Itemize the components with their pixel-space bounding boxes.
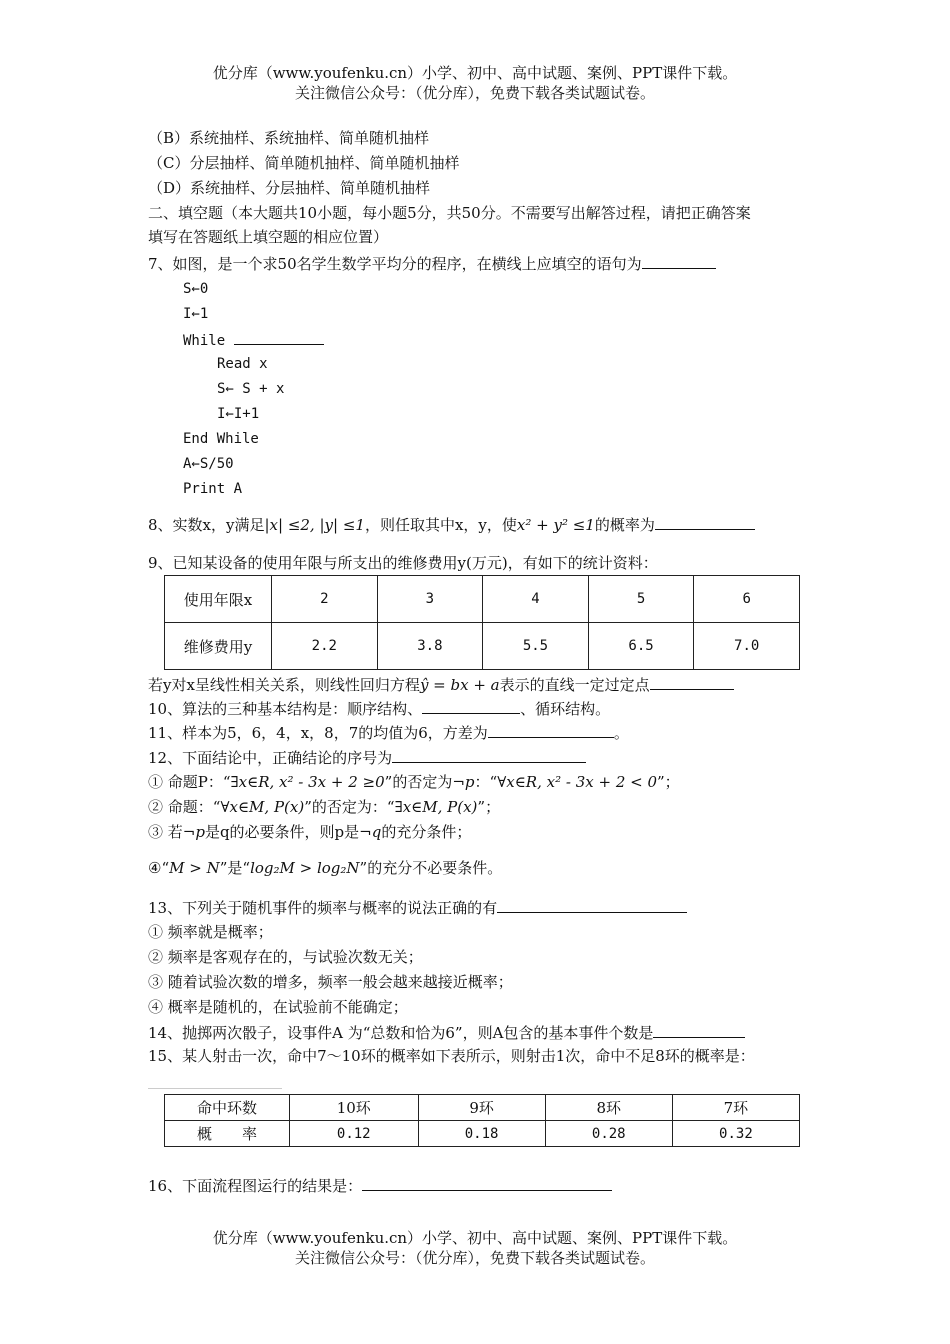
math-expression: ∀x∈R, x² - 3x + 2 < 0	[497, 773, 658, 791]
answer-blank-q16	[362, 1175, 612, 1191]
question-11	[148, 722, 629, 743]
text-fragment: ”的否定为	[384, 773, 453, 791]
question-12	[148, 747, 586, 768]
footer-line-1: 优分库（www.youfenku.cn）小学、初中、高中试题、案例、PPT课件下载。	[212, 1229, 738, 1247]
text-fragment: ”的否定为：“	[304, 798, 395, 816]
question-7	[148, 253, 716, 274]
option-b: （B）系统抽样、系统抽样、简单随机抽样	[148, 129, 430, 147]
table-cell: 2.2	[272, 623, 378, 670]
text-fragment: ③ 若	[148, 823, 183, 841]
table-cell: 3	[377, 576, 483, 623]
statement-12-3	[148, 822, 471, 842]
code-line-6: I←I+1	[217, 406, 260, 422]
code-line-2: I←1	[183, 306, 209, 322]
statement-12-2	[148, 797, 500, 817]
question-8-middle: ，则任取其中x，y，使	[364, 516, 517, 534]
answer-blank-while	[234, 329, 324, 345]
text-fragment: ”；	[477, 798, 501, 816]
row-label-years: 使用年限x	[165, 576, 272, 623]
table-cell: 5	[588, 576, 694, 623]
table-header-cell: 9环	[418, 1095, 545, 1121]
code-line-3	[183, 329, 324, 351]
statement-12-4	[148, 858, 502, 878]
table-row	[165, 1121, 800, 1147]
maintenance-table	[164, 575, 800, 670]
text-fragment: 是q的必要条件，则p是	[204, 823, 360, 841]
table-cell: 0.32	[672, 1121, 799, 1147]
answer-blank-q14	[653, 1022, 745, 1038]
question-10	[148, 698, 610, 719]
math-expression: M > N	[169, 859, 220, 877]
table-row	[165, 576, 800, 623]
math-cond-y: |y| ≤1	[319, 516, 365, 534]
row-label-probability: 概 率	[165, 1121, 290, 1147]
math-expression: ∃x∈R, x² - 3x + 2 ≥0	[230, 773, 385, 791]
question-13-text: 13、下列关于随机事件的频率与概率的说法正确的有	[148, 899, 498, 917]
row-label-cost: 维修费用y	[165, 623, 272, 670]
table-cell: 3.8	[377, 623, 483, 670]
question-7-text: 7、如图，是一个求50名学生数学平均分的程序，在横线上应填空的语句为	[148, 255, 642, 273]
code-line-9: Print A	[183, 481, 243, 497]
shooting-probability-table	[164, 1094, 800, 1147]
question-14	[148, 1022, 745, 1043]
option-d: （D）系统抽样、分层抽样、简单随机抽样	[148, 179, 431, 197]
divider	[148, 1088, 282, 1089]
code-line-8: A←S/50	[183, 456, 234, 472]
code-line-4: Read x	[217, 356, 268, 372]
table-cell: 7.0	[694, 623, 800, 670]
section-2-instructions: 填写在答题纸上填空题的相应位置）	[148, 228, 389, 246]
text-fragment: ”是“	[219, 859, 251, 877]
table-header-cell: 7环	[672, 1095, 799, 1121]
question-11-suffix: 。	[613, 724, 629, 742]
statement-13-2: ② 频率是客观存在的，与试验次数无关；	[148, 948, 423, 966]
math-cond-x: |x| ≤2,	[264, 516, 315, 534]
question-14-text: 14、抛掷两次骰子，设事件A 为“总数和恰为6”，则A包含的基本事件个数是	[148, 1024, 654, 1042]
math-expression: ¬p	[452, 773, 475, 791]
text-fragment: ① 命题P：“	[148, 773, 231, 791]
table-cell: 4	[483, 576, 589, 623]
question-9-after-suffix: 表示的直线一定过定点	[499, 676, 650, 694]
table-cell: 6	[694, 576, 800, 623]
text-fragment: ④“	[148, 859, 170, 877]
statement-13-3: ③ 随着试验次数的增多，频率一般会越来越接近概率；	[148, 973, 513, 991]
table-cell: 6.5	[588, 623, 694, 670]
answer-blank-q8	[655, 514, 755, 530]
question-10-suffix: 、循环结构。	[520, 700, 611, 718]
text-fragment: ：“	[474, 773, 498, 791]
question-8-suffix: 的概率为	[594, 516, 655, 534]
table-row	[165, 623, 800, 670]
table-row	[165, 1095, 800, 1121]
answer-blank-q10	[422, 698, 520, 714]
question-11-prefix: 11、样本为5，6，4，x，8，7的均值为6，方差为	[148, 724, 488, 742]
code-line-5: S← S + x	[217, 381, 285, 397]
table-header-cell: 10环	[290, 1095, 419, 1121]
text-fragment: ”；	[657, 773, 680, 791]
statement-12-1	[148, 772, 680, 792]
answer-blank-q9	[650, 674, 734, 690]
text-fragment: ”的充分不必要条件。	[359, 859, 503, 877]
answer-blank-q11	[488, 722, 614, 738]
footer-line-2: 关注微信公众号：（优分库），免费下载各类试题试卷。	[294, 1249, 655, 1267]
question-12-text: 12、下面结论中，正确结论的序号为	[148, 749, 393, 767]
statement-13-4: ④ 概率是随机的，在试验前不能确定；	[148, 998, 408, 1016]
answer-blank-q7	[642, 253, 716, 269]
question-8	[148, 514, 755, 535]
text-fragment: ② 命题：“	[148, 798, 221, 816]
code-while: While	[183, 333, 226, 349]
math-inequality: x² + y² ≤1	[516, 516, 595, 534]
code-line-1: S←0	[183, 281, 209, 297]
question-16-text: 16、下面流程图运行的结果是：	[148, 1177, 363, 1195]
question-8-prefix: 8、实数x，y满足	[148, 516, 265, 534]
table-cell: 2	[272, 576, 378, 623]
math-expression: ¬p	[182, 823, 205, 841]
table-header-cell: 8环	[545, 1095, 672, 1121]
table-cell: 0.12	[290, 1121, 419, 1147]
section-2-heading: 二、填空题（本大题共10小题，每小题5分，共50分。不需要写出解答过程，请把正确答案	[148, 204, 751, 222]
option-c: （C）分层抽样、简单随机抽样、简单随机抽样	[148, 154, 460, 172]
math-expression: log₂M > log₂N	[250, 859, 360, 877]
question-9-after-prefix: 若y对x呈线性相关关系，则线性回归方程	[148, 676, 420, 694]
question-10-prefix: 10、算法的三种基本结构是：顺序结构、	[148, 700, 423, 718]
question-13	[148, 897, 687, 918]
math-expression: ∀x∈M, P(x)	[220, 798, 305, 816]
text-fragment: 的充分条件；	[381, 823, 472, 841]
question-9-followup	[148, 674, 734, 695]
table-cell: 0.18	[418, 1121, 545, 1147]
header-line-2: 关注微信公众号：（优分库），免费下载各类试题试卷。	[294, 84, 655, 102]
statement-13-1: ① 频率就是概率；	[148, 923, 273, 941]
table-cell: 5.5	[483, 623, 589, 670]
question-9: 9、已知某设备的使用年限与所支出的维修费用y(万元)，有如下的统计资料：	[148, 554, 658, 572]
math-regression-equation: ŷ = bx + a	[419, 676, 500, 694]
table-cell: 0.28	[545, 1121, 672, 1147]
header-line-1: 优分库（www.youfenku.cn）小学、初中、高中试题、案例、PPT课件下载。	[212, 64, 738, 82]
answer-blank-q12	[392, 747, 586, 763]
code-line-7: End While	[183, 431, 259, 447]
math-expression: ∃x∈M, P(x)	[394, 798, 478, 816]
question-15: 15、某人射击一次，命中7～10环的概率如下表所示，则射击1次，命中不足8环的概率是：	[148, 1047, 755, 1065]
question-16	[148, 1175, 612, 1196]
table-header-cell: 命中环数	[165, 1095, 290, 1121]
math-expression: ¬q	[359, 823, 382, 841]
answer-blank-q13	[497, 897, 687, 913]
